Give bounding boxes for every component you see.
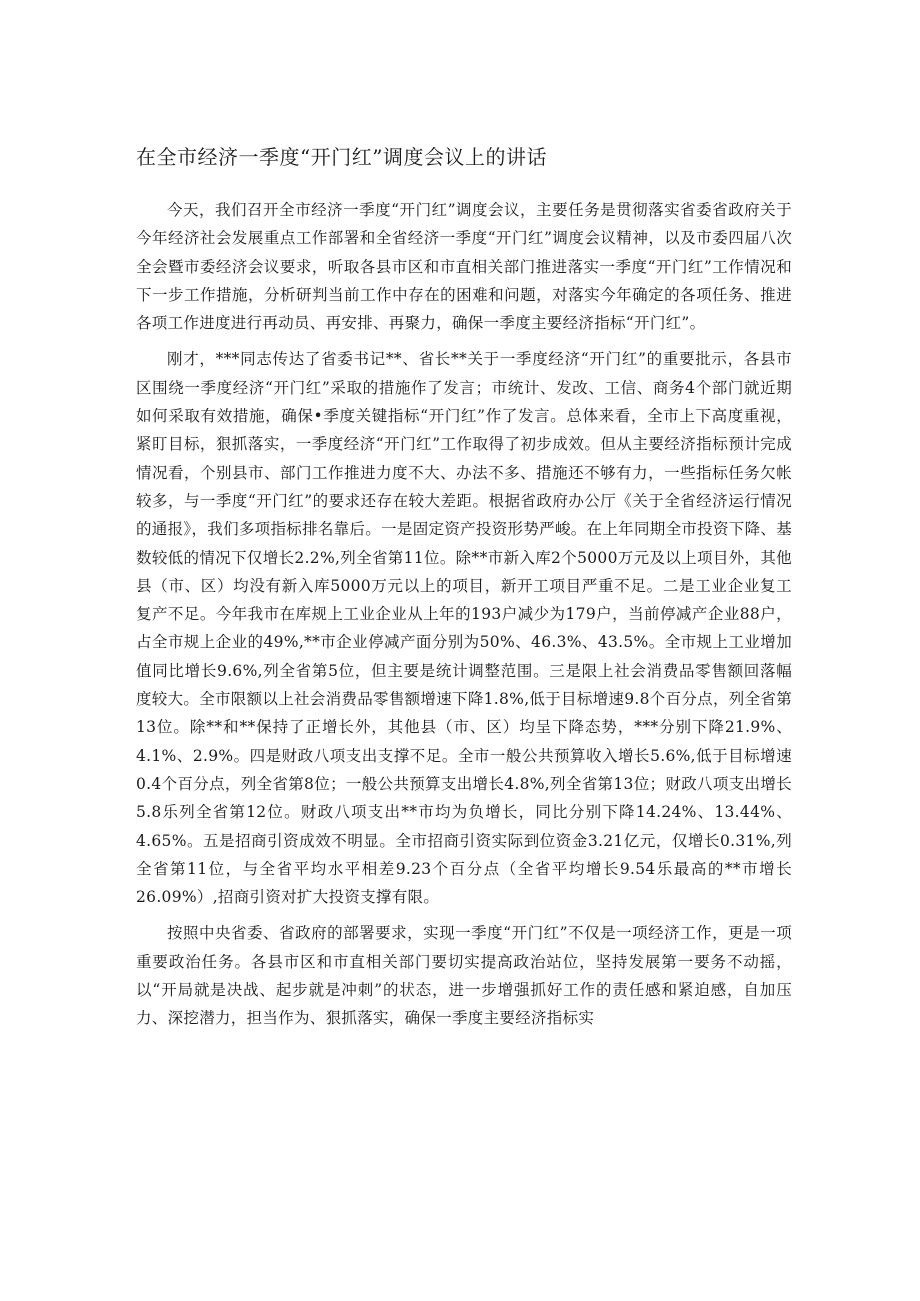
paragraph-situation: 刚才，***同志传达了省委书记**、省长**关于一季度经济“开门红”的重要批示，各县市区围绕一季度经济“开门红”采取的措施作了发言；市统计、发改、工信、商务4个部门就近期如何采取有效措施，确保•季度关键指标“开门红”作了发言。总体来看，全市上下高度重视，紧盯目标，狠抓落实，一季度经济“开门红”工作取得了初步成效。但从主要经济指标预计完成情况看，个别县市、部门工作推进力度不大、办法不多、措施还不够有力，一些指标任务欠帐较多，与一季度“开门红”的要求还存在较大差距。根据省政府办公厅《关于全省经济运行情况的通报》，我们多项指标排名靠后。一是固定资产投资形势严峻。在上年同期全市投资下降、基数较低的情况下仅增长2.2%,列全省第11位。除**市新入库2个5000万元及以上项目外，其他县（市、区）均没有新入库5000万元以上的项目，新开工项目严重不足。二是工业企业复工复产不足。今年我市在库规上工业企业从上年的193户减少为179户，当前停减产企业88户，占全市规上企业的49%,**市企业停减产面分别为50%、46.3%、43.5%。全市规上工业增加值同比增长9.6%,列全省第5位，但主要是统计调整范围。三是限上社会消费品零售额回落幅度较大。全市限额以上社会消费品零售额增速下降1.8%,低于目标增速9.8个百分点，列全省第13位。除**和**保持了正增长外，其他县（市、区）均呈下降态势，***分别下降21.9%、4.1%、2.9%。四是财政八项支出支撑不足。全市一般公共预算收入增长5.6%,低于目标增速0.4个百分点，列全省第8位；一般公共预算支出增长4.8%,列全省第13位；财政八项支出增长5.8乐列全省第12位。财政八项支出**市均为负增长，同比分别下降14.24%、13.44%、4.65%。五是招商引资成效不明显。全市招商引资实际到位资金3.21亿元，仅增长0.31%,列全省第11位，与全省平均水平相差9.23个百分点（全省平均增长9.54乐最高的**市增长26.09%）,招商引资对扩大投资支撑有限。 — [136, 350, 792, 907]
paragraph-requirements: 按照中央省委、省政府的部署要求，实现一季度“开门红”不仅是一项经济工作，更是一项重要政治任务。各县市区和市直相关部门要切实提高政治站位，坚持发展第一要务不动摇，以“开局就是决战、起步就是冲刺”的状态，进一步增强抓好工作的责任感和紧迫感，自加压力、深挖潜力，担当作为、狠抓落实，确保一季度主要经济指标实 — [136, 924, 792, 1028]
document-body — [136, 196, 792, 1033]
paragraph-opening: 今天，我们召开全市经济一季度“开门红”调度会议，主要任务是贯彻落实省委省政府关于今年经济社会发展重点工作部署和全省经济一季度“开门红”调度会议精神，以及市委四届八次全会暨市委经济会议要求，听取各县市区和市直相关部门推进落实一季度“开门红”工作情况和下一步工作措施，分析研判当前工作中存在的困难和问题，对落实今年确定的各项任务、推进各项工作进度进行再动员、再安排、再聚力，确保一季度主要经济指标“开门红”。 — [136, 201, 792, 333]
document-title: 在全市经济一季度“开门红”调度会议上的讲话 — [136, 145, 547, 169]
